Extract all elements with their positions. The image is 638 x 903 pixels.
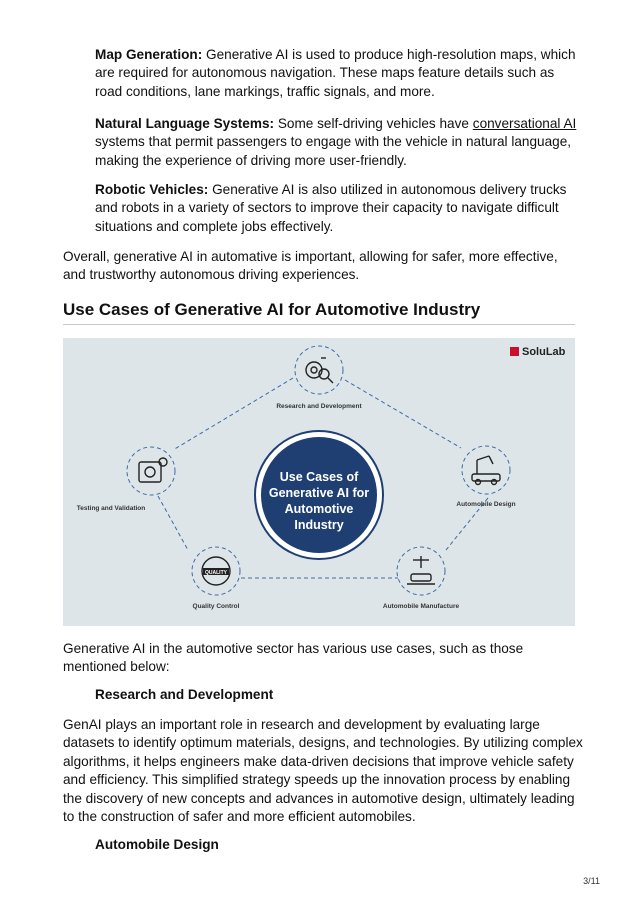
rnd-paragraph: GenAI plays an important role in research and development by evaluating large datasets to identify optimum materials, designs, and technologies. By utilizing complex algorithms, it helps engineers make data-driven decisions that improve vehicle safety and efficiency. This simplified strategy speeds up the innovation process by enabling the discovery of new concepts and advances in automotive design, ultimately leading to the construction of safer and more efficient automobiles. (63, 717, 583, 825)
center-title-line2: Generative AI for (268, 486, 370, 500)
quality-label: Quality Control (192, 603, 240, 610)
assembly-line-icon (407, 556, 435, 584)
map-generation-item (95, 46, 585, 101)
robot-arm-car-icon (472, 456, 500, 485)
robotic-vehicles-item (95, 181, 585, 236)
manufacture-label: Automobile Manufacture (382, 603, 460, 610)
testing-machine-icon (139, 458, 167, 482)
quality-node (192, 547, 240, 610)
center-title-line1: Use Cases of (279, 470, 359, 484)
map-generation-text: Generative AI is used to produce high-resolution maps, which are required for autonomous navigation. These maps feature details such as road conditions, lane markings, traffic signals, and more. (95, 47, 576, 99)
conversational-ai-link[interactable]: conversational AI (472, 116, 577, 131)
solulab-logo-mark (510, 347, 519, 356)
center-circle (255, 431, 383, 559)
heading-divider (63, 324, 575, 325)
natural-language-text-before: Some self-driving vehicles have (274, 116, 473, 131)
after-figure-paragraph: Generative AI in the automotive sector has various use cases, such as those mentioned below: (63, 641, 524, 675)
robotic-vehicles-text: Generative AI is also utilized in autonomous delivery trucks and robots in a variety of sectors to improve their capacity to navigate difficult situations and complete jobs effectively. (95, 182, 567, 234)
manufacture-node (383, 547, 460, 610)
map-generation-term: Map Generation: (95, 47, 203, 62)
section-heading: Use Cases of Generative AI for Automotive Industry (63, 300, 481, 319)
rnd-heading: Research and Development (95, 687, 274, 702)
center-title-line4: Industry (294, 518, 344, 532)
use-cases-figure (63, 338, 575, 626)
page-number: 3/11 (583, 876, 600, 886)
center-title-line3: Automotive (284, 502, 354, 516)
research-gear-icon (306, 358, 333, 383)
research-label: Research and Development (276, 403, 362, 410)
testing-label: Testing and Validation (76, 505, 146, 512)
overall-paragraph: Overall, generative AI in automative is important, allowing for safer, more effective, and trustworthy autonomous driving experiences. (63, 249, 558, 283)
solulab-logo (510, 346, 566, 358)
design-label: Automobile Design (456, 501, 516, 508)
quality-badge-icon (202, 557, 230, 585)
use-cases-diagram (63, 338, 575, 626)
solulab-brand: SoluLab (522, 346, 566, 358)
natural-language-item (95, 115, 585, 170)
design-node (456, 446, 515, 508)
natural-language-term: Natural Language Systems: (95, 116, 275, 131)
design-heading: Automobile Design (95, 837, 219, 852)
natural-language-text-after: systems that permit passengers to engage with the vehicle in natural language, making the experience of driving more user-friendly. (95, 134, 572, 168)
quality-badge-text: QUALITY (205, 570, 227, 576)
robotic-vehicles-term: Robotic Vehicles: (95, 182, 209, 197)
research-node (276, 346, 362, 410)
testing-node (77, 447, 175, 512)
